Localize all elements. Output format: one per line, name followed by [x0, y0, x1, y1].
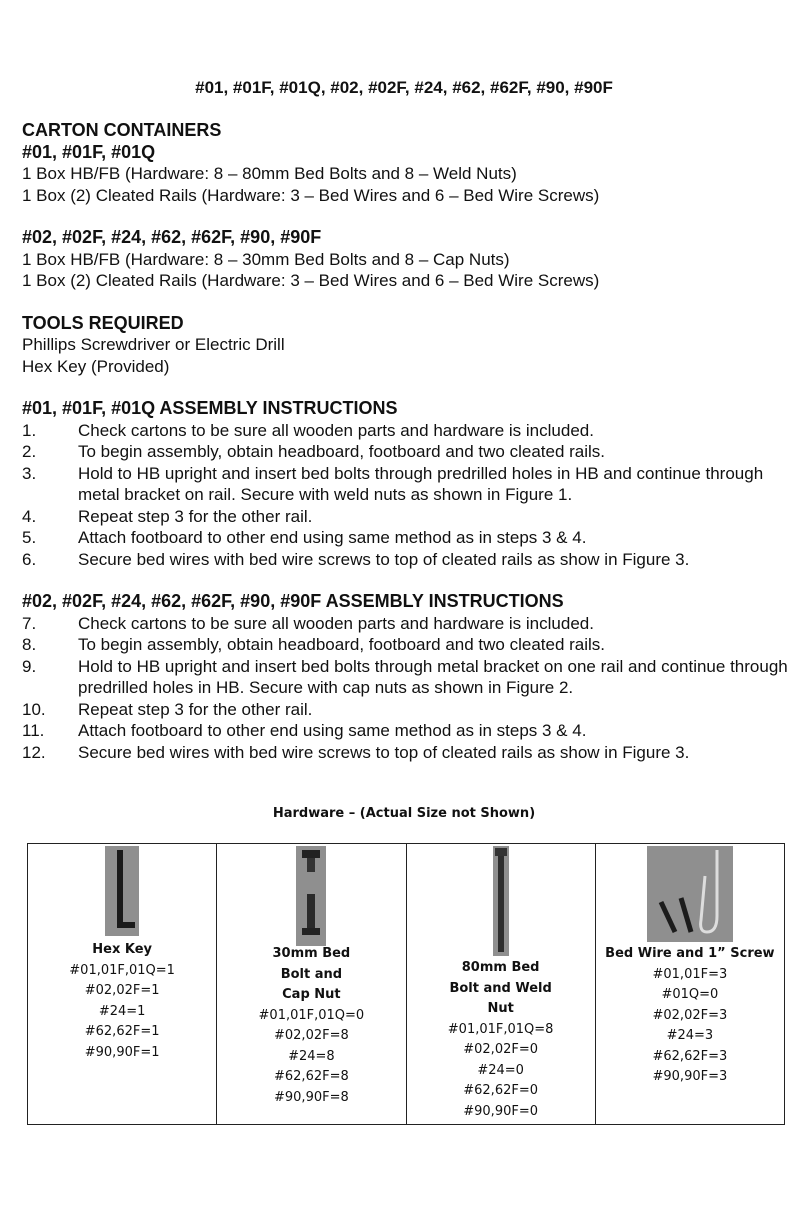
step-number: 3. — [22, 463, 37, 483]
bed-wire-screw-icon — [647, 846, 733, 942]
hardware-count: #24=0 — [477, 1062, 524, 1078]
step-number: 1. — [22, 420, 37, 440]
hardware-text — [217, 944, 405, 1108]
instruction-step — [22, 634, 792, 656]
step-text: Check cartons to be sure all wooden parts and hardware is included. — [78, 613, 594, 633]
step-number: 11. — [22, 721, 45, 740]
step-number: 5. — [22, 528, 37, 547]
assembly1-heading: #01, #01F, #01Q ASSEMBLY INSTRUCTIONS — [22, 398, 398, 418]
instruction-step — [22, 506, 792, 528]
carton-line: 1 Box HB/FB (Hardware: 8 – 80mm Bed Bolts and 8 – Weld Nuts) — [22, 164, 517, 183]
step-number: 8. — [22, 635, 37, 654]
hardware-table — [27, 843, 785, 1125]
hardware-text — [596, 944, 784, 1088]
assembly2-section — [22, 591, 792, 763]
hardware-cell-80mm-bolt — [407, 844, 596, 1124]
carton-line: 1 Box (2) Cleated Rails (Hardware: 3 – Bed Wires and 6 – Bed Wire Screws) — [22, 271, 600, 290]
hardware-count: #24=3 — [666, 1028, 714, 1043]
hardware-count: #01Q=0 — [661, 987, 719, 1002]
hardware-count: #01,01F=3 — [652, 966, 728, 982]
step-number: 2. — [22, 442, 37, 461]
step-text: Hold to HB upright and insert bed bolts through metal bracket on one rail and continue through predrilled holes in HB. Secure with cap nuts as shown in Figure 2. — [78, 656, 788, 697]
tools-section — [22, 313, 792, 378]
hardware-count: #62,62F=1 — [84, 1024, 160, 1039]
hardware-count: #90,90F=1 — [84, 1044, 160, 1060]
step-text: Repeat step 3 for the other rail. — [78, 699, 313, 719]
step-text: Secure bed wires with bed wire screws to top of cleated rails as show in Figure 3. — [78, 549, 690, 569]
hardware-count: #01,01F,01Q=8 — [447, 1021, 554, 1037]
hardware-count: #02,02F=0 — [463, 1042, 538, 1057]
assembly2-steps — [22, 613, 792, 764]
carton-containers-section — [22, 120, 792, 206]
hardware-count: #02,02F=8 — [274, 1028, 349, 1043]
assembly2-heading: #02, #02F, #24, #62, #62F, #90, #90F ASSEMBLY INSTRUCTIONS — [22, 591, 564, 611]
hardware-name: 30mm Bed Bolt and Cap Nut — [272, 946, 351, 1002]
hardware-count: #90,90F=3 — [652, 1069, 728, 1084]
instruction-step — [22, 420, 792, 442]
carton-line: 1 Box HB/FB (Hardware: 8 – 30mm Bed Bolts and 8 – Cap Nuts) — [22, 249, 510, 269]
hardware-count: #62,62F=0 — [463, 1083, 538, 1098]
hardware-name: Hex Key — [92, 942, 152, 957]
page-title: #01, #01F, #01Q, #02, #02F, #24, #62, #62F, #90, #90F — [195, 78, 613, 97]
step-text: To begin assembly, obtain headboard, footboard and two cleated rails. — [78, 442, 606, 461]
step-text: Hold to HB upright and insert bed bolts through predrilled holes in HB and continue through metal bracket on rail. Secure with weld nuts as shown in Figure 1. — [78, 463, 764, 504]
hardware-count: #01,01F,01Q=1 — [69, 962, 175, 978]
assembly1-section — [22, 398, 792, 570]
tool-line: Phillips Screwdriver or Electric Drill — [22, 335, 285, 354]
step-number: 6. — [22, 549, 37, 569]
assembly1-steps — [22, 420, 792, 571]
instruction-step — [22, 549, 792, 571]
step-number: 12. — [22, 742, 46, 762]
instruction-step — [22, 699, 792, 721]
hardware-count: #24=1 — [98, 1003, 146, 1019]
step-text: Repeat step 3 for the other rail. — [78, 506, 313, 526]
carton-line: 1 Box (2) Cleated Rails (Hardware: 3 – Bed Wires and 6 – Bed Wire Screws) — [22, 185, 600, 205]
instruction-step — [22, 527, 792, 549]
hardware-cell-30mm-bolt — [217, 844, 406, 1124]
instructions-body — [22, 120, 792, 784]
hardware-count: #01,01F,01Q=0 — [258, 1007, 365, 1023]
hardware-count: #02,02F=1 — [84, 983, 160, 998]
tools-heading: TOOLS REQUIRED — [22, 312, 184, 333]
step-number: 7. — [22, 613, 37, 633]
hardware-text — [407, 958, 595, 1122]
instruction-step — [22, 656, 792, 699]
hardware-cell-hex-key — [28, 844, 217, 1124]
instruction-step — [22, 441, 792, 463]
hardware-cell-bed-wire — [596, 844, 784, 1124]
step-text: To begin assembly, obtain headboard, footboard and two cleated rails. — [78, 635, 606, 654]
step-number: 10. — [22, 699, 46, 719]
hardware-count: #24=8 — [288, 1048, 335, 1064]
bed-bolt-weld-nut-icon — [493, 846, 509, 956]
hardware-text — [28, 940, 216, 1063]
hardware-count: #90,90F=0 — [463, 1103, 538, 1119]
tool-line: Hex Key (Provided) — [22, 356, 170, 376]
carton-group2-section — [22, 227, 792, 292]
hardware-count: #62,62F=3 — [652, 1048, 728, 1064]
step-text: Attach footboard to other end using same method as in steps 3 & 4. — [78, 528, 587, 547]
instruction-step — [22, 742, 792, 764]
step-number: 9. — [22, 656, 37, 676]
carton-heading: CARTON CONTAINERS — [22, 120, 222, 140]
hardware-count: #90,90F=8 — [274, 1089, 349, 1105]
step-number: 4. — [22, 506, 37, 526]
instruction-step — [22, 463, 792, 506]
step-text: Attach footboard to other end using same method as in steps 3 & 4. — [78, 721, 587, 740]
instruction-step — [22, 613, 792, 635]
bed-bolt-cap-nut-icon — [296, 846, 326, 946]
step-text: Secure bed wires with bed wire screws to top of cleated rails as show in Figure 3. — [78, 742, 690, 762]
instruction-step — [22, 720, 792, 742]
carton-group1-heading: #01, #01F, #01Q — [22, 141, 156, 162]
carton-group2-heading: #02, #02F, #24, #62, #62F, #90, #90F — [22, 227, 322, 247]
step-text: Check cartons to be sure all wooden parts and hardware is included. — [78, 420, 594, 440]
hardware-count: #62,62F=8 — [274, 1069, 349, 1084]
hardware-title: Hardware – (Actual Size not Shown) — [272, 806, 536, 821]
hardware-name: Bed Wire and 1” Screw — [605, 946, 775, 961]
hardware-name: 80mm Bed Bolt and Weld Nut — [449, 960, 552, 1016]
hex-key-icon — [105, 846, 139, 936]
hardware-count: #02,02F=3 — [652, 1007, 728, 1023]
